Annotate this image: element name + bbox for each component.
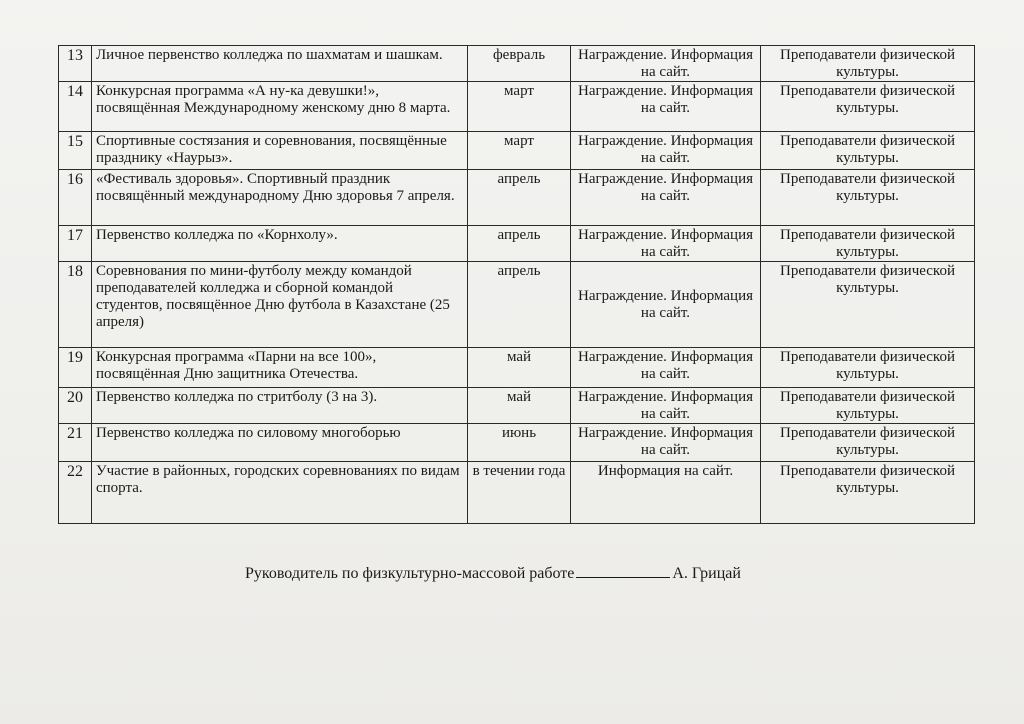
event-term: март (468, 82, 571, 132)
event-result: Награждение. Информация на сайт. (571, 348, 761, 388)
event-name: Первенство колледжа по силовому многоборью (92, 424, 468, 462)
table-row (59, 424, 975, 462)
event-result: Награждение. Информация на сайт. (571, 170, 761, 226)
event-name: Конкурсная программа «А ну-ка девушки!», посвящённая Международному женскому дню 8 марта. (92, 82, 468, 132)
event-result: Награждение. Информация на сайт. (571, 132, 761, 170)
event-name: Первенство колледжа по стритболу (3 на 3). (92, 388, 468, 424)
table-row (59, 132, 975, 170)
row-number: 14 (59, 82, 92, 132)
row-number: 20 (59, 388, 92, 424)
event-term: февраль (468, 46, 571, 82)
row-number: 15 (59, 132, 92, 170)
event-name: «Фестиваль здоровья». Спортивный праздник посвящённый международному Дню здоровья 7 апреля. (92, 170, 468, 226)
event-name: Участие в районных, городских соревнованиях по видам спорта. (92, 462, 468, 524)
event-responsible: Преподаватели физической культуры. (761, 226, 975, 262)
event-name: Первенство колледжа по «Корнхолу». (92, 226, 468, 262)
event-result: Награждение. Информация на сайт. (571, 46, 761, 82)
table-row (59, 348, 975, 388)
row-number: 16 (59, 170, 92, 226)
event-term: в течении года (468, 462, 571, 524)
event-name: Соревнования по мини-футболу между командой преподавателей колледжа и сборной командой студентов, посвящённое Дню футбола в Казахстане (25 апреля) (92, 262, 468, 348)
row-number: 13 (59, 46, 92, 82)
event-result: Награждение. Информация на сайт. (571, 262, 761, 348)
event-responsible: Преподаватели физической культуры. (761, 132, 975, 170)
event-responsible: Преподаватели физической культуры. (761, 46, 975, 82)
signature-name: А. Грицай (672, 565, 741, 582)
event-term: апрель (468, 226, 571, 262)
event-result: Награждение. Информация на сайт. (571, 226, 761, 262)
event-responsible: Преподаватели физической культуры. (761, 424, 975, 462)
event-term: апрель (468, 262, 571, 348)
event-name: Спортивные состязания и соревнования, посвящённые празднику «Наурыз». (92, 132, 468, 170)
event-result: Награждение. Информация на сайт. (571, 82, 761, 132)
row-number: 19 (59, 348, 92, 388)
row-number: 22 (59, 462, 92, 524)
event-responsible: Преподаватели физической культуры. (761, 348, 975, 388)
event-result: Информация на сайт. (571, 462, 761, 524)
signature-block (245, 563, 741, 583)
row-number: 18 (59, 262, 92, 348)
events-table (58, 45, 975, 524)
table-row (59, 462, 975, 524)
event-responsible: Преподаватели физической культуры. (761, 262, 975, 348)
event-responsible: Преподаватели физической культуры. (761, 82, 975, 132)
table-row (59, 262, 975, 348)
event-term: май (468, 348, 571, 388)
table-row (59, 46, 975, 82)
event-term: май (468, 388, 571, 424)
row-number: 21 (59, 424, 92, 462)
event-responsible: Преподаватели физической культуры. (761, 170, 975, 226)
event-result: Награждение. Информация на сайт. (571, 424, 761, 462)
row-number: 17 (59, 226, 92, 262)
event-term: март (468, 132, 571, 170)
table-row (59, 226, 975, 262)
event-responsible: Преподаватели физической культуры. (761, 462, 975, 524)
signature-position: Руководитель по физкультурно-массовой работе (245, 565, 575, 582)
table-row (59, 82, 975, 132)
event-name: Личное первенство колледжа по шахматам и шашкам. (92, 46, 468, 82)
event-result: Награждение. Информация на сайт. (571, 388, 761, 424)
event-term: июнь (468, 424, 571, 462)
signature-line (576, 563, 670, 578)
event-term: апрель (468, 170, 571, 226)
table-row (59, 388, 975, 424)
table-row (59, 170, 975, 226)
event-name: Конкурсная программа «Парни на все 100», посвящённая Дню защитника Отечества. (92, 348, 468, 388)
event-responsible: Преподаватели физической культуры. (761, 388, 975, 424)
